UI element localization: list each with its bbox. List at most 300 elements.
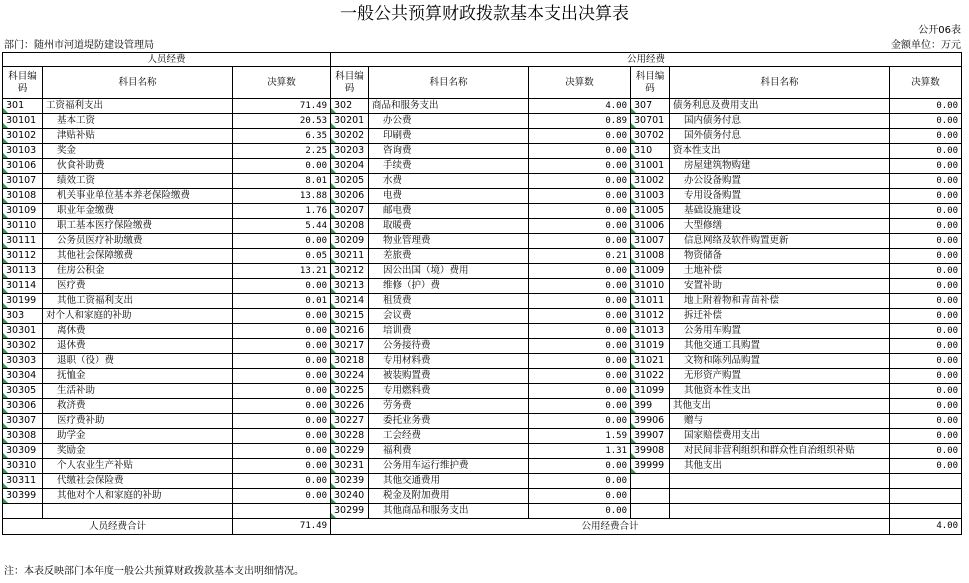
table-row: [3, 459, 962, 474]
amount-cell: 0.21: [529, 249, 631, 264]
name-cell: 基本工资: [43, 114, 233, 129]
amount-cell: 0.00: [890, 234, 962, 249]
name-cell: 公务接待费: [369, 339, 529, 354]
amount-cell: 0.00: [233, 489, 331, 504]
name-cell: 其他支出: [670, 399, 890, 414]
name-cell: 绩效工资: [43, 174, 233, 189]
column-header-row: [3, 67, 962, 99]
amount-cell: 0.00: [529, 234, 631, 249]
amount-cell: 0.00: [233, 429, 331, 444]
amount-cell: 1.59: [529, 429, 631, 444]
amount-cell: 0.00: [529, 474, 631, 489]
table-row: [3, 114, 962, 129]
amount-cell: 0.00: [890, 249, 962, 264]
name-cell: 职工基本医疗保险缴费: [43, 219, 233, 234]
code-cell: 30111: [3, 234, 43, 249]
amount-cell: 0.00: [529, 159, 631, 174]
code-cell: 30209: [331, 234, 369, 249]
code-cell: 30306: [3, 399, 43, 414]
name-cell: 其他工资福利支出: [43, 294, 233, 309]
table-row: [3, 414, 962, 429]
code-cell: 31005: [631, 204, 670, 219]
amount-cell: 0.00: [529, 414, 631, 429]
table-row: [3, 444, 962, 459]
amount-cell: 0.00: [233, 159, 331, 174]
table-row: [3, 384, 962, 399]
name-cell: 公务用车运行维护费: [369, 459, 529, 474]
name-cell: 维修（护）费: [369, 279, 529, 294]
name-cell: 租赁费: [369, 294, 529, 309]
name-cell: 房屋建筑物购建: [670, 159, 890, 174]
amount-cell: 0.00: [529, 129, 631, 144]
name-cell: 专用材料费: [369, 354, 529, 369]
code-cell: 30218: [331, 354, 369, 369]
name-cell: 印刷费: [369, 129, 529, 144]
amount-cell: 0.00: [233, 324, 331, 339]
name-cell: 抚恤金: [43, 369, 233, 384]
amount-cell: 0.00: [890, 324, 962, 339]
amount-cell: 0.00: [233, 279, 331, 294]
code-cell: 399: [631, 399, 670, 414]
code-cell: 31009: [631, 264, 670, 279]
name-cell: 邮电费: [369, 204, 529, 219]
header-amount: 决算数: [890, 67, 962, 99]
header-code: 科目编码: [631, 67, 670, 99]
name-cell: [670, 489, 890, 504]
code-cell: 31003: [631, 189, 670, 204]
public-total-value: 4.00: [890, 519, 962, 535]
form-code: 公开06表: [918, 25, 961, 36]
amount-cell: 0.00: [529, 189, 631, 204]
name-cell: 办公费: [369, 114, 529, 129]
amount-cell: 8.01: [233, 174, 331, 189]
name-cell: 无形资产购置: [670, 369, 890, 384]
code-cell: 30207: [331, 204, 369, 219]
name-cell: 土地补偿: [670, 264, 890, 279]
code-cell: 30240: [331, 489, 369, 504]
name-cell: 救济费: [43, 399, 233, 414]
name-cell: 文物和陈列品购置: [670, 354, 890, 369]
name-cell: [670, 474, 890, 489]
header-code: 科目编码: [3, 67, 43, 99]
amount-cell: [890, 489, 962, 504]
name-cell: 委托业务费: [369, 414, 529, 429]
amount-cell: 0.00: [529, 399, 631, 414]
personnel-total-value: 71.49: [233, 519, 331, 535]
code-cell: 30101: [3, 114, 43, 129]
table-row: [3, 144, 962, 159]
amount-cell: 0.00: [890, 294, 962, 309]
amount-cell: 0.00: [529, 459, 631, 474]
amount-cell: 0.89: [529, 114, 631, 129]
amount-cell: 0.00: [529, 219, 631, 234]
name-cell: 生活补助: [43, 384, 233, 399]
amount-cell: 0.00: [529, 384, 631, 399]
table-row: [3, 354, 962, 369]
name-cell: 国外债务付息: [670, 129, 890, 144]
code-cell: 31010: [631, 279, 670, 294]
code-cell: 30229: [331, 444, 369, 459]
code-cell: 301: [3, 99, 43, 114]
name-cell: 大型修缮: [670, 219, 890, 234]
name-cell: 对个人和家庭的补助: [43, 309, 233, 324]
name-cell: 医疗费: [43, 279, 233, 294]
table-row: [3, 189, 962, 204]
code-cell: 30202: [331, 129, 369, 144]
code-cell: 30212: [331, 264, 369, 279]
code-cell: 31008: [631, 249, 670, 264]
name-cell: 个人农业生产补贴: [43, 459, 233, 474]
name-cell: 医疗费补助: [43, 414, 233, 429]
code-cell: 39907: [631, 429, 670, 444]
code-cell: 30701: [631, 114, 670, 129]
amount-cell: 0.00: [890, 429, 962, 444]
code-cell: 302: [331, 99, 369, 114]
code-cell: 30239: [331, 474, 369, 489]
code-cell: 30211: [331, 249, 369, 264]
header-name: 科目名称: [670, 67, 890, 99]
code-cell: 307: [631, 99, 670, 114]
code-cell: 31013: [631, 324, 670, 339]
expenditure-table: [2, 52, 962, 535]
code-cell: 30217: [331, 339, 369, 354]
code-cell: 30107: [3, 174, 43, 189]
code-cell: [631, 489, 670, 504]
table-row: [3, 129, 962, 144]
amount-cell: 0.00: [890, 354, 962, 369]
amount-cell: 0.00: [529, 339, 631, 354]
amount-cell: 0.00: [890, 159, 962, 174]
code-cell: 30214: [331, 294, 369, 309]
name-cell: 电费: [369, 189, 529, 204]
code-cell: 30199: [3, 294, 43, 309]
code-cell: 30102: [3, 129, 43, 144]
code-cell: 30224: [331, 369, 369, 384]
table-row: [3, 234, 962, 249]
code-cell: 31019: [631, 339, 670, 354]
name-cell: 其他对个人和家庭的补助: [43, 489, 233, 504]
code-cell: 30311: [3, 474, 43, 489]
department-label: 部门：随州市河道堤防建设管理局: [4, 40, 154, 51]
amount-cell: 0.00: [890, 114, 962, 129]
amount-cell: 0.00: [890, 444, 962, 459]
name-cell: 基础设施建设: [670, 204, 890, 219]
amount-cell: 0.00: [529, 294, 631, 309]
code-cell: 30208: [331, 219, 369, 234]
table-row: [3, 174, 962, 189]
table-row: [3, 204, 962, 219]
amount-cell: 5.44: [233, 219, 331, 234]
amount-cell: 2.25: [233, 144, 331, 159]
amount-cell: 6.35: [233, 129, 331, 144]
table-row: [3, 429, 962, 444]
code-cell: 30103: [3, 144, 43, 159]
code-cell: 31006: [631, 219, 670, 234]
code-cell: 30114: [3, 279, 43, 294]
amount-cell: 0.00: [890, 339, 962, 354]
amount-cell: 0.00: [890, 384, 962, 399]
name-cell: 债务利息及费用支出: [670, 99, 890, 114]
code-cell: 31022: [631, 369, 670, 384]
code-cell: 30204: [331, 159, 369, 174]
table-row: [3, 159, 962, 174]
amount-cell: 0.00: [233, 444, 331, 459]
code-cell: 31021: [631, 354, 670, 369]
table-row: [3, 99, 962, 114]
footnote: 注：本表反映部门本年度一般公共预算财政拨款基本支出明细情况。: [4, 566, 304, 577]
code-cell: 31012: [631, 309, 670, 324]
name-cell: 奖金: [43, 144, 233, 159]
code-cell: 30201: [331, 114, 369, 129]
amount-cell: 0.00: [890, 174, 962, 189]
name-cell: 伙食补助费: [43, 159, 233, 174]
amount-cell: 0.00: [529, 174, 631, 189]
amount-cell: 20.53: [233, 114, 331, 129]
amount-cell: 0.00: [233, 309, 331, 324]
code-cell: 31011: [631, 294, 670, 309]
amount-cell: 0.00: [890, 219, 962, 234]
amount-cell: 0.00: [233, 339, 331, 354]
amount-cell: 0.00: [233, 234, 331, 249]
name-cell: 被装购置费: [369, 369, 529, 384]
amount-cell: 4.00: [529, 99, 631, 114]
amount-cell: [890, 474, 962, 489]
table-row: [3, 369, 962, 384]
amount-cell: 0.00: [890, 414, 962, 429]
code-cell: 30215: [331, 309, 369, 324]
name-cell: 赠与: [670, 414, 890, 429]
code-cell: 30301: [3, 324, 43, 339]
name-cell: 税金及附加费用: [369, 489, 529, 504]
name-cell: 其他社会保障缴费: [43, 249, 233, 264]
table-row: [3, 294, 962, 309]
public-total-label: 公用经费合计: [331, 519, 890, 535]
name-cell: 会议费: [369, 309, 529, 324]
name-cell: 办公设备购置: [670, 174, 890, 189]
amount-cell: 0.00: [890, 144, 962, 159]
amount-cell: 0.00: [233, 369, 331, 384]
name-cell: 培训费: [369, 324, 529, 339]
amount-cell: 0.00: [233, 384, 331, 399]
amount-cell: 0.00: [890, 459, 962, 474]
name-cell: 物资储备: [670, 249, 890, 264]
name-cell: 代缴社会保险费: [43, 474, 233, 489]
amount-cell: 0.00: [233, 459, 331, 474]
section-public: 公用经费: [331, 53, 962, 67]
code-cell: 310: [631, 144, 670, 159]
code-cell: 39908: [631, 444, 670, 459]
amount-cell: 0.00: [890, 204, 962, 219]
name-cell: 专用设备购置: [670, 189, 890, 204]
name-cell: 因公出国（境）费用: [369, 264, 529, 279]
name-cell: 差旅费: [369, 249, 529, 264]
name-cell: 津贴补贴: [43, 129, 233, 144]
amount-cell: 0.00: [890, 369, 962, 384]
amount-cell: 1.76: [233, 204, 331, 219]
code-cell: 30307: [3, 414, 43, 429]
table-row: [3, 489, 962, 504]
name-cell: 取暖费: [369, 219, 529, 234]
report-title: 一般公共预算财政拨款基本支出决算表: [340, 4, 629, 24]
name-cell: 水费: [369, 174, 529, 189]
code-cell: 30299: [331, 504, 369, 519]
totals-row: [3, 519, 962, 535]
code-cell: 30225: [331, 384, 369, 399]
name-cell: 物业管理费: [369, 234, 529, 249]
name-cell: [670, 504, 890, 519]
name-cell: 退职（役）费: [43, 354, 233, 369]
code-cell: 31001: [631, 159, 670, 174]
code-cell: 30106: [3, 159, 43, 174]
code-cell: 30309: [3, 444, 43, 459]
code-cell: 30305: [3, 384, 43, 399]
name-cell: [43, 504, 233, 519]
amount-cell: 0.00: [233, 474, 331, 489]
name-cell: 离休费: [43, 324, 233, 339]
code-cell: 30205: [331, 174, 369, 189]
table-row: [3, 504, 962, 519]
name-cell: 工会经费: [369, 429, 529, 444]
amount-cell: 0.00: [529, 354, 631, 369]
amount-cell: 0.00: [890, 279, 962, 294]
header-code: 科目编码: [331, 67, 369, 99]
code-cell: 30228: [331, 429, 369, 444]
code-cell: 31099: [631, 384, 670, 399]
code-cell: 39906: [631, 414, 670, 429]
code-cell: 30310: [3, 459, 43, 474]
name-cell: 其他支出: [670, 459, 890, 474]
name-cell: 专用燃料费: [369, 384, 529, 399]
code-cell: 30112: [3, 249, 43, 264]
name-cell: 机关事业单位基本养老保险缴费: [43, 189, 233, 204]
name-cell: 职业年金缴费: [43, 204, 233, 219]
name-cell: 手续费: [369, 159, 529, 174]
table-row: [3, 279, 962, 294]
amount-cell: 0.00: [890, 399, 962, 414]
amount-cell: 0.00: [233, 414, 331, 429]
section-header-row: [3, 53, 962, 67]
code-cell: 30303: [3, 354, 43, 369]
table-row: [3, 324, 962, 339]
unit-label: 金额单位：万元: [891, 40, 961, 51]
name-cell: 住房公积金: [43, 264, 233, 279]
header-name: 科目名称: [369, 67, 529, 99]
code-cell: 31007: [631, 234, 670, 249]
amount-cell: 0.00: [890, 129, 962, 144]
code-cell: 303: [3, 309, 43, 324]
amount-cell: 13.88: [233, 189, 331, 204]
name-cell: 安置补助: [670, 279, 890, 294]
name-cell: 商品和服务支出: [369, 99, 529, 114]
header-amount: 决算数: [529, 67, 631, 99]
code-cell: 30109: [3, 204, 43, 219]
amount-cell: 0.00: [529, 264, 631, 279]
name-cell: 国家赔偿费用支出: [670, 429, 890, 444]
amount-cell: 0.00: [529, 324, 631, 339]
section-personnel: 人员经费: [3, 53, 331, 67]
code-cell: [631, 474, 670, 489]
header-amount: 决算数: [233, 67, 331, 99]
amount-cell: 0.00: [529, 309, 631, 324]
header-name: 科目名称: [43, 67, 233, 99]
amount-cell: 0.00: [890, 264, 962, 279]
table-row: [3, 264, 962, 279]
amount-cell: 0.00: [529, 489, 631, 504]
name-cell: 助学金: [43, 429, 233, 444]
name-cell: 对民间非营利组织和群众性自治组织补贴: [670, 444, 890, 459]
code-cell: [631, 504, 670, 519]
name-cell: 退休费: [43, 339, 233, 354]
amount-cell: 0.00: [529, 204, 631, 219]
name-cell: 福利费: [369, 444, 529, 459]
code-cell: 30702: [631, 129, 670, 144]
amount-cell: 0.00: [233, 399, 331, 414]
amount-cell: [233, 504, 331, 519]
name-cell: 公务员医疗补助缴费: [43, 234, 233, 249]
code-cell: 30216: [331, 324, 369, 339]
name-cell: 其他交通工具购置: [670, 339, 890, 354]
name-cell: 其他资本性支出: [670, 384, 890, 399]
table-row: [3, 309, 962, 324]
name-cell: 拆迁补偿: [670, 309, 890, 324]
table-row: [3, 474, 962, 489]
amount-cell: 1.31: [529, 444, 631, 459]
name-cell: 奖励金: [43, 444, 233, 459]
amount-cell: 0.00: [529, 144, 631, 159]
code-cell: 31002: [631, 174, 670, 189]
name-cell: 其他商品和服务支出: [369, 504, 529, 519]
amount-cell: 0.00: [529, 504, 631, 519]
code-cell: [3, 504, 43, 519]
code-cell: 39999: [631, 459, 670, 474]
code-cell: 30399: [3, 489, 43, 504]
amount-cell: 0.00: [890, 99, 962, 114]
amount-cell: 0.00: [233, 354, 331, 369]
table-row: [3, 399, 962, 414]
name-cell: 资本性支出: [670, 144, 890, 159]
amount-cell: 0.00: [529, 369, 631, 384]
table-row: [3, 249, 962, 264]
code-cell: 30227: [331, 414, 369, 429]
code-cell: 30213: [331, 279, 369, 294]
code-cell: 30203: [331, 144, 369, 159]
amount-cell: 0.00: [529, 279, 631, 294]
code-cell: 30231: [331, 459, 369, 474]
name-cell: 其他交通费用: [369, 474, 529, 489]
name-cell: 国内债务付息: [670, 114, 890, 129]
code-cell: 30308: [3, 429, 43, 444]
code-cell: 30110: [3, 219, 43, 234]
code-cell: 30304: [3, 369, 43, 384]
code-cell: 30302: [3, 339, 43, 354]
code-cell: 30113: [3, 264, 43, 279]
name-cell: 地上附着物和青苗补偿: [670, 294, 890, 309]
table-row: [3, 219, 962, 234]
amount-cell: 0.00: [890, 189, 962, 204]
amount-cell: 71.49: [233, 99, 331, 114]
table-row: [3, 339, 962, 354]
name-cell: 信息网络及软件购置更新: [670, 234, 890, 249]
name-cell: 公务用车购置: [670, 324, 890, 339]
personnel-total-label: 人员经费合计: [3, 519, 233, 535]
name-cell: 劳务费: [369, 399, 529, 414]
name-cell: 工资福利支出: [43, 99, 233, 114]
code-cell: 30206: [331, 189, 369, 204]
code-cell: 30108: [3, 189, 43, 204]
code-cell: 30226: [331, 399, 369, 414]
amount-cell: 13.21: [233, 264, 331, 279]
amount-cell: [890, 504, 962, 519]
